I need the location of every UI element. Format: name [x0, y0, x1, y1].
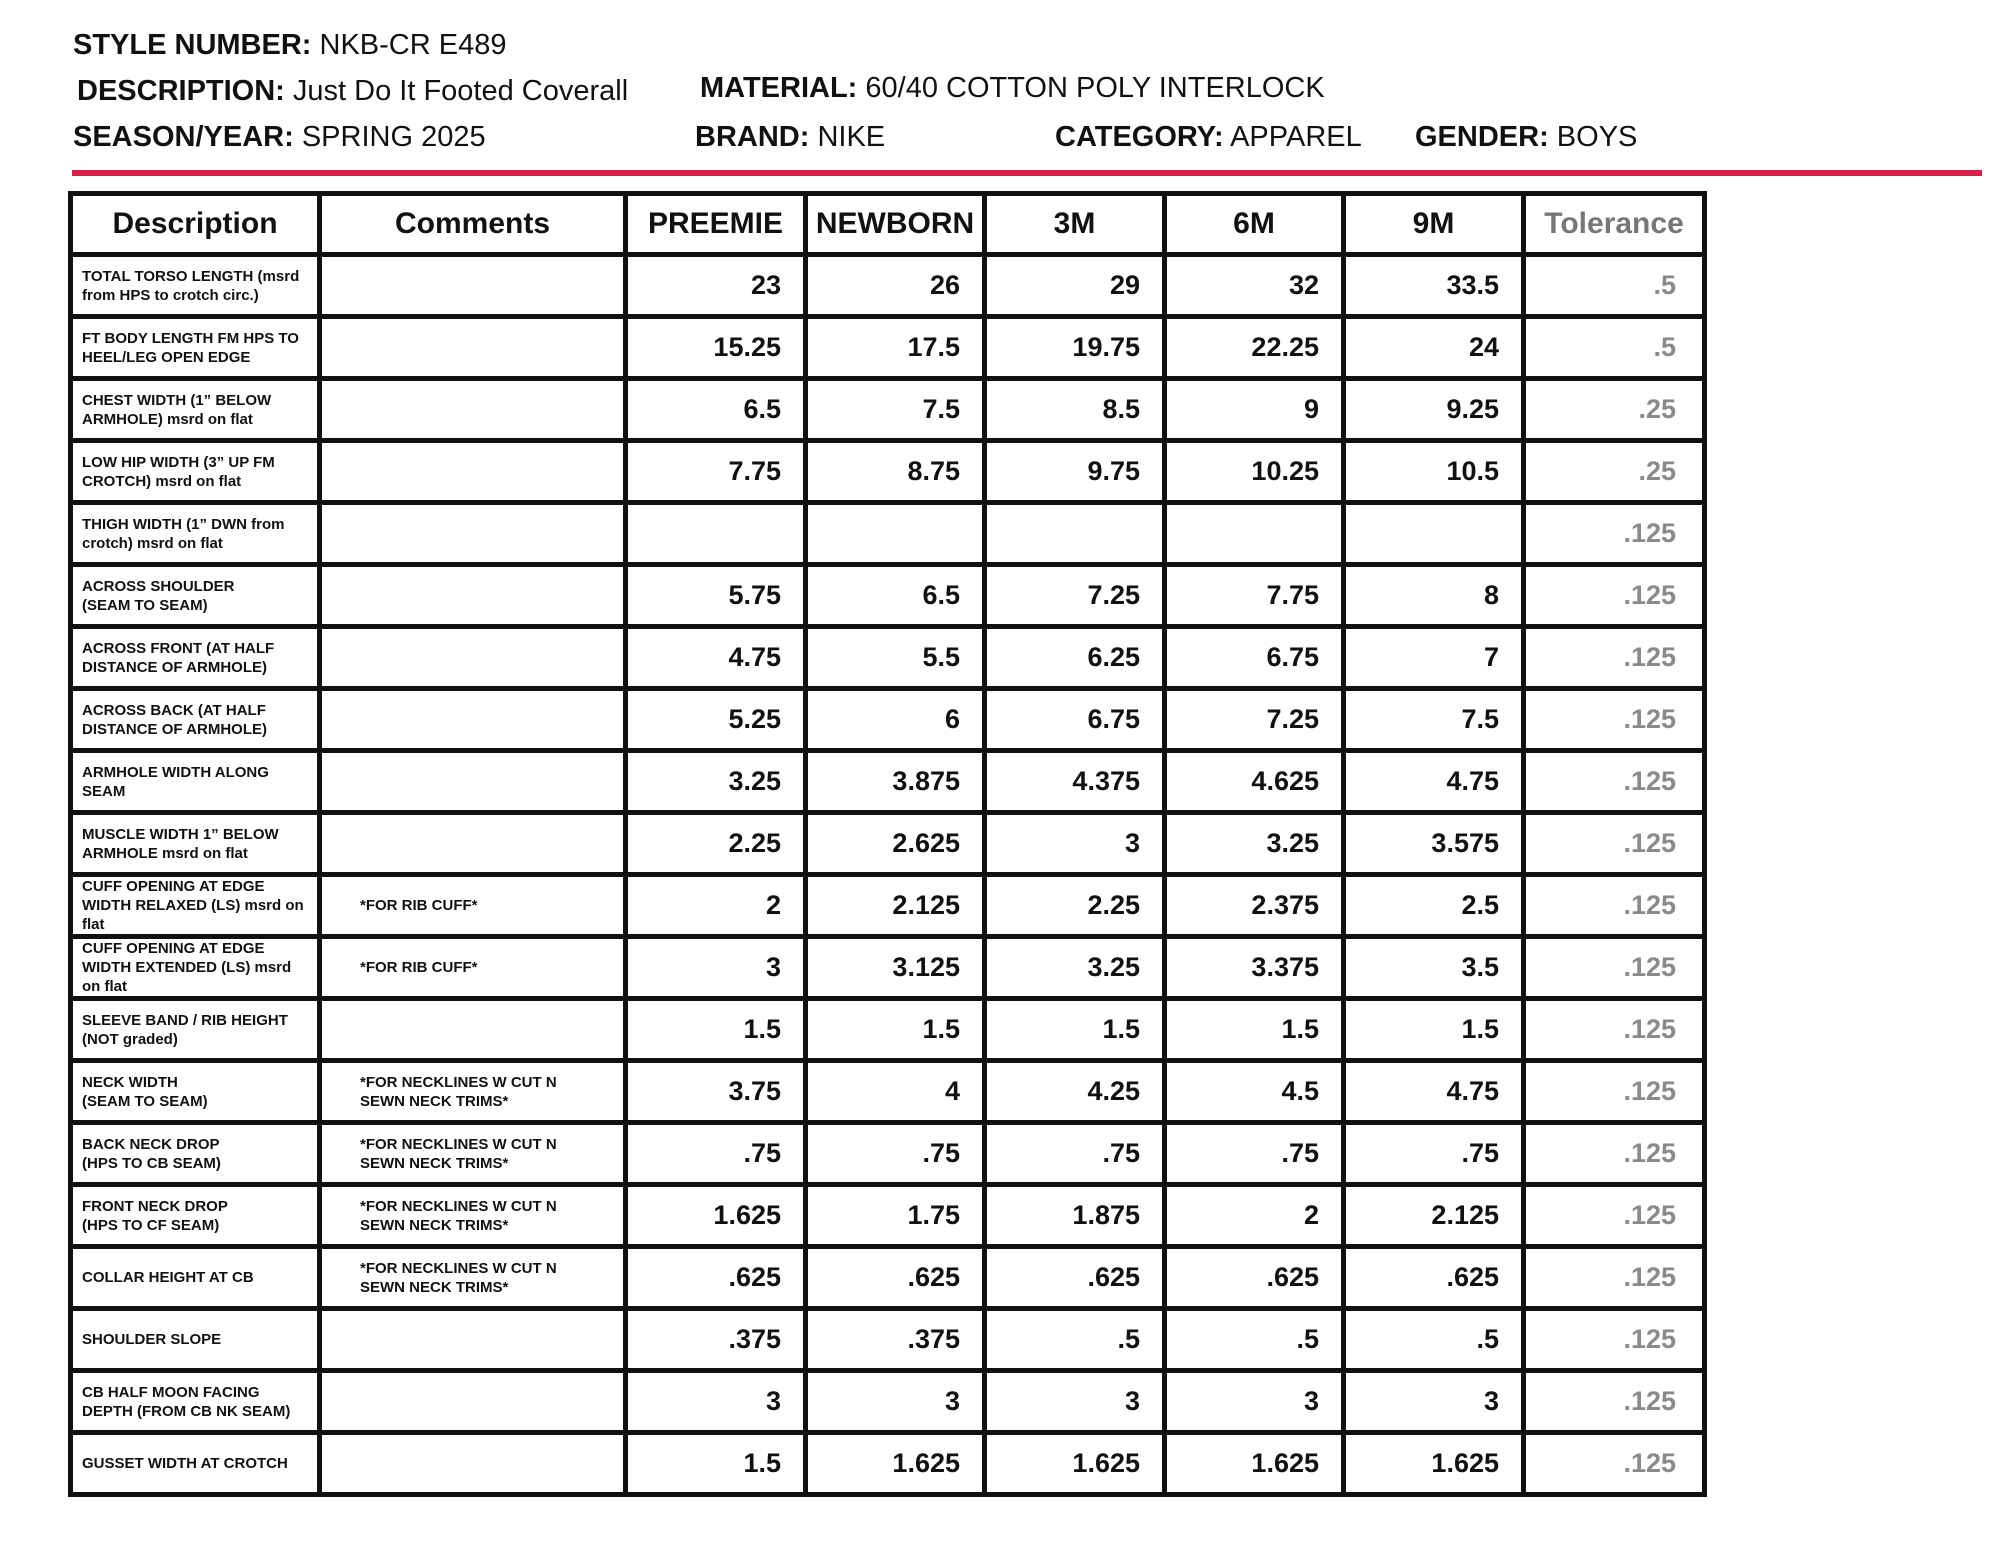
cell-6m: 3.375	[1165, 937, 1344, 999]
cell-9m: .5	[1344, 1309, 1524, 1371]
cell-6m: 3	[1165, 1371, 1344, 1433]
row-comment: *FOR RIB CUFF*	[320, 875, 626, 937]
brand-value: NIKE	[817, 121, 886, 153]
cell-3m: 7.25	[985, 565, 1165, 627]
cell-tolerance: .125	[1524, 1433, 1705, 1495]
cell-preemie: .625	[626, 1247, 806, 1309]
cell-9m: 24	[1344, 317, 1524, 379]
gender	[1415, 121, 1637, 154]
row-comment	[320, 999, 626, 1061]
category-label: CATEGORY:	[1055, 121, 1224, 153]
row-description: CUFF OPENING AT EDGE WIDTH RELAXED (LS) msrd on flat	[71, 875, 320, 937]
row-comment: *FOR NECKLINES W CUT N SEWN NECK TRIMS*	[320, 1061, 626, 1123]
row-description: FT BODY LENGTH FM HPS TO HEEL/LEG OPEN EDGE	[71, 317, 320, 379]
cell-preemie: 23	[626, 255, 806, 317]
row-description: THIGH WIDTH (1” DWN from crotch) msrd on flat	[71, 503, 320, 565]
cell-tolerance: .125	[1524, 1247, 1705, 1309]
row-description: ACROSS SHOULDER (SEAM TO SEAM)	[71, 565, 320, 627]
cell-6m: 7.25	[1165, 689, 1344, 751]
cell-newborn: 1.5	[806, 999, 985, 1061]
cell-tolerance: .5	[1524, 255, 1705, 317]
cell-6m: 1.5	[1165, 999, 1344, 1061]
cell-preemie: 3	[626, 937, 806, 999]
cell-preemie: 3	[626, 1371, 806, 1433]
brand	[695, 121, 885, 154]
row-comment	[320, 1433, 626, 1495]
cell-6m: 9	[1165, 379, 1344, 441]
row-comment	[320, 751, 626, 813]
cell-3m: 1.5	[985, 999, 1165, 1061]
cell-preemie: 2	[626, 875, 806, 937]
col-header-tolerance: Tolerance	[1524, 194, 1705, 255]
season-year	[73, 121, 486, 154]
row-description: LOW HIP WIDTH (3” UP FM CROTCH) msrd on flat	[71, 441, 320, 503]
cell-9m: 33.5	[1344, 255, 1524, 317]
cell-preemie: 6.5	[626, 379, 806, 441]
row-comment: *FOR NECKLINES W CUT N SEWN NECK TRIMS*	[320, 1185, 626, 1247]
cell-tolerance: .125	[1524, 1309, 1705, 1371]
row-description: ARMHOLE WIDTH ALONG SEAM	[71, 751, 320, 813]
cell-tolerance: .125	[1524, 751, 1705, 813]
cell-tolerance: .125	[1524, 999, 1705, 1061]
cell-preemie: .75	[626, 1123, 806, 1185]
cell-9m: 2.5	[1344, 875, 1524, 937]
cell-newborn: 3	[806, 1371, 985, 1433]
cell-tolerance: .125	[1524, 1061, 1705, 1123]
cell-6m: 7.75	[1165, 565, 1344, 627]
table-row	[71, 1247, 1705, 1309]
cell-6m: 10.25	[1165, 441, 1344, 503]
cell-3m: 3	[985, 1371, 1165, 1433]
table-row	[71, 1371, 1705, 1433]
cell-newborn: 2.625	[806, 813, 985, 875]
cell-preemie: 3.25	[626, 751, 806, 813]
cell-9m: .625	[1344, 1247, 1524, 1309]
cell-3m: 19.75	[985, 317, 1165, 379]
cell-9m	[1344, 503, 1524, 565]
cell-9m: 3.5	[1344, 937, 1524, 999]
col-header-comments: Comments	[320, 194, 626, 255]
cell-3m: 3	[985, 813, 1165, 875]
gender-label: GENDER:	[1415, 121, 1549, 153]
cell-3m: 29	[985, 255, 1165, 317]
cell-6m: .75	[1165, 1123, 1344, 1185]
cell-newborn: .75	[806, 1123, 985, 1185]
cell-newborn: 6.5	[806, 565, 985, 627]
cell-preemie: 4.75	[626, 627, 806, 689]
table-row	[71, 999, 1705, 1061]
cell-6m: 4.5	[1165, 1061, 1344, 1123]
table-row	[71, 1433, 1705, 1495]
description-value: Just Do It Footed Coverall	[292, 75, 629, 107]
cell-newborn: 3.125	[806, 937, 985, 999]
cell-newborn: 5.5	[806, 627, 985, 689]
cell-3m: 6.75	[985, 689, 1165, 751]
table-row	[71, 1123, 1705, 1185]
cell-newborn: 6	[806, 689, 985, 751]
cell-3m	[985, 503, 1165, 565]
cell-newborn: 7.5	[806, 379, 985, 441]
col-header-9m: 9M	[1344, 194, 1524, 255]
cell-preemie: 5.25	[626, 689, 806, 751]
cell-9m: 10.5	[1344, 441, 1524, 503]
cell-tolerance: .125	[1524, 1185, 1705, 1247]
row-comment	[320, 379, 626, 441]
table-row	[71, 317, 1705, 379]
row-description: SHOULDER SLOPE	[71, 1309, 320, 1371]
material	[700, 72, 1325, 105]
brand-label: BRAND:	[695, 121, 810, 153]
cell-tolerance: .25	[1524, 441, 1705, 503]
row-comment	[320, 441, 626, 503]
row-description: CUFF OPENING AT EDGE WIDTH EXTENDED (LS) msrd on flat	[71, 937, 320, 999]
cell-9m: .75	[1344, 1123, 1524, 1185]
cell-newborn: 8.75	[806, 441, 985, 503]
table-row	[71, 255, 1705, 317]
cell-3m: 1.875	[985, 1185, 1165, 1247]
material-label: MATERIAL:	[700, 72, 858, 104]
gender-value: BOYS	[1556, 121, 1638, 153]
cell-tolerance: .125	[1524, 937, 1705, 999]
cell-9m: 1.5	[1344, 999, 1524, 1061]
row-comment	[320, 565, 626, 627]
cell-tolerance: .125	[1524, 1123, 1705, 1185]
table-row	[71, 751, 1705, 813]
cell-9m: 9.25	[1344, 379, 1524, 441]
table-row	[71, 503, 1705, 565]
cell-newborn: 2.125	[806, 875, 985, 937]
table-body	[71, 255, 1705, 1495]
cell-9m: 8	[1344, 565, 1524, 627]
row-description: GUSSET WIDTH AT CROTCH	[71, 1433, 320, 1495]
table-row	[71, 1309, 1705, 1371]
row-description: MUSCLE WIDTH 1” BELOW ARMHOLE msrd on flat	[71, 813, 320, 875]
col-header-preemie: PREEMIE	[626, 194, 806, 255]
row-description: COLLAR HEIGHT AT CB	[71, 1247, 320, 1309]
cell-newborn: 26	[806, 255, 985, 317]
cell-3m: 9.75	[985, 441, 1165, 503]
cell-9m: 2.125	[1344, 1185, 1524, 1247]
cell-newborn: 1.625	[806, 1433, 985, 1495]
col-header-6m: 6M	[1165, 194, 1344, 255]
row-comment	[320, 503, 626, 565]
row-description: CB HALF MOON FACING DEPTH (FROM CB NK SEAM)	[71, 1371, 320, 1433]
row-comment: *FOR NECKLINES W CUT N SEWN NECK TRIMS*	[320, 1247, 626, 1309]
col-header-description: Description	[71, 194, 320, 255]
row-description: NECK WIDTH (SEAM TO SEAM)	[71, 1061, 320, 1123]
cell-6m: 2.375	[1165, 875, 1344, 937]
cell-3m: 3.25	[985, 937, 1165, 999]
cell-9m: 3	[1344, 1371, 1524, 1433]
row-description: FRONT NECK DROP (HPS TO CF SEAM)	[71, 1185, 320, 1247]
col-header-newborn: NEWBORN	[806, 194, 985, 255]
table-row	[71, 937, 1705, 999]
cell-preemie: 2.25	[626, 813, 806, 875]
cell-tolerance: .125	[1524, 689, 1705, 751]
table-row	[71, 1185, 1705, 1247]
cell-3m: .625	[985, 1247, 1165, 1309]
cell-tolerance: .125	[1524, 813, 1705, 875]
header-divider	[72, 170, 1982, 176]
cell-tolerance: .125	[1524, 503, 1705, 565]
row-description: ACROSS BACK (AT HALF DISTANCE OF ARMHOLE)	[71, 689, 320, 751]
cell-preemie	[626, 503, 806, 565]
cell-preemie: 1.5	[626, 999, 806, 1061]
cell-preemie: 1.625	[626, 1185, 806, 1247]
cell-newborn	[806, 503, 985, 565]
row-comment	[320, 1371, 626, 1433]
cell-6m: 3.25	[1165, 813, 1344, 875]
cell-preemie: 5.75	[626, 565, 806, 627]
cell-newborn: 3.875	[806, 751, 985, 813]
table-row	[71, 689, 1705, 751]
cell-6m: .625	[1165, 1247, 1344, 1309]
cell-9m: 7	[1344, 627, 1524, 689]
cell-9m: 4.75	[1344, 1061, 1524, 1123]
material-value: 60/40 COTTON POLY INTERLOCK	[865, 72, 1325, 104]
table-row	[71, 379, 1705, 441]
cell-3m: .5	[985, 1309, 1165, 1371]
cell-9m: 1.625	[1344, 1433, 1524, 1495]
row-comment	[320, 317, 626, 379]
cell-preemie: 3.75	[626, 1061, 806, 1123]
cell-6m	[1165, 503, 1344, 565]
cell-3m: 4.375	[985, 751, 1165, 813]
row-description: CHEST WIDTH (1” BELOW ARMHOLE) msrd on flat	[71, 379, 320, 441]
row-comment	[320, 689, 626, 751]
category	[1055, 121, 1362, 154]
cell-newborn: 17.5	[806, 317, 985, 379]
cell-3m: 4.25	[985, 1061, 1165, 1123]
row-description: ACROSS FRONT (AT HALF DISTANCE OF ARMHOLE)	[71, 627, 320, 689]
cell-tolerance: .125	[1524, 875, 1705, 937]
cell-6m: 32	[1165, 255, 1344, 317]
description	[77, 75, 628, 108]
cell-3m: 6.25	[985, 627, 1165, 689]
row-description: SLEEVE BAND / RIB HEIGHT (NOT graded)	[71, 999, 320, 1061]
style-number-label: STYLE NUMBER:	[73, 29, 312, 61]
cell-preemie: 15.25	[626, 317, 806, 379]
row-comment	[320, 1309, 626, 1371]
cell-newborn: .375	[806, 1309, 985, 1371]
cell-tolerance: .5	[1524, 317, 1705, 379]
cell-tolerance: .25	[1524, 379, 1705, 441]
cell-3m: 1.625	[985, 1433, 1165, 1495]
cell-6m: 22.25	[1165, 317, 1344, 379]
cell-newborn: 4	[806, 1061, 985, 1123]
row-description: TOTAL TORSO LENGTH (msrd from HPS to crotch circ.)	[71, 255, 320, 317]
cell-preemie: .375	[626, 1309, 806, 1371]
style-number	[73, 29, 506, 62]
table-row	[71, 565, 1705, 627]
row-description: BACK NECK DROP (HPS TO CB SEAM)	[71, 1123, 320, 1185]
cell-preemie: 7.75	[626, 441, 806, 503]
cell-tolerance: .125	[1524, 1371, 1705, 1433]
table-row	[71, 627, 1705, 689]
cell-tolerance: .125	[1524, 627, 1705, 689]
table-row	[71, 441, 1705, 503]
cell-9m: 3.575	[1344, 813, 1524, 875]
cell-newborn: 1.75	[806, 1185, 985, 1247]
cell-newborn: .625	[806, 1247, 985, 1309]
season-label: SEASON/YEAR:	[73, 121, 294, 153]
cell-3m: 2.25	[985, 875, 1165, 937]
season-value: SPRING 2025	[301, 121, 486, 153]
cell-6m: 6.75	[1165, 627, 1344, 689]
col-header-3m: 3M	[985, 194, 1165, 255]
table-row	[71, 875, 1705, 937]
cell-6m: .5	[1165, 1309, 1344, 1371]
description-label: DESCRIPTION:	[77, 75, 285, 107]
row-comment: *FOR RIB CUFF*	[320, 937, 626, 999]
cell-6m: 2	[1165, 1185, 1344, 1247]
cell-6m: 1.625	[1165, 1433, 1344, 1495]
table-row	[71, 813, 1705, 875]
cell-3m: .75	[985, 1123, 1165, 1185]
row-comment	[320, 813, 626, 875]
row-comment	[320, 255, 626, 317]
style-number-value: NKB-CR E489	[319, 29, 507, 61]
cell-9m: 7.5	[1344, 689, 1524, 751]
category-value: APPAREL	[1230, 121, 1362, 153]
row-comment	[320, 627, 626, 689]
cell-3m: 8.5	[985, 379, 1165, 441]
cell-6m: 4.625	[1165, 751, 1344, 813]
table-row	[71, 1061, 1705, 1123]
cell-preemie: 1.5	[626, 1433, 806, 1495]
row-comment: *FOR NECKLINES W CUT N SEWN NECK TRIMS*	[320, 1123, 626, 1185]
table-header-row	[71, 194, 1705, 255]
cell-tolerance: .125	[1524, 565, 1705, 627]
spec-table	[68, 191, 1707, 1497]
cell-9m: 4.75	[1344, 751, 1524, 813]
